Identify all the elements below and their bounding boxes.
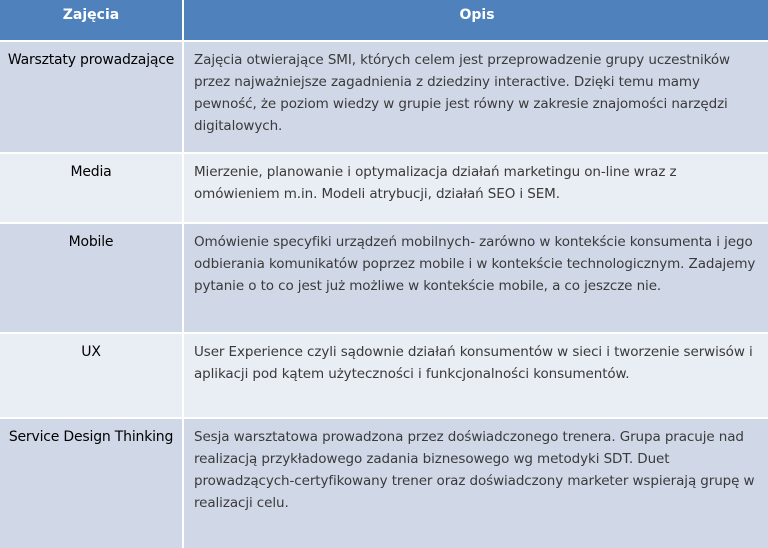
row-description-sdt: Sesja warsztatowa prowadzona przez doświadczonego trenera. Grupa pracuje nad realizacją przykładowego zadania biznesowego wg metodyki SDT. Duet prowadzących-certyfikowany trener oraz doświadczony marketer wspierają grupę w realizacji celu. (184, 419, 768, 548)
header-opis: Opis (184, 0, 768, 40)
row-name-ux: UX (0, 334, 182, 417)
row-name-warsztaty: Warsztaty prowadzające (0, 42, 182, 152)
row-name-media: Media (0, 154, 182, 222)
row-description-ux: User Experience czyli sądownie działań konsumentów w sieci i tworzenie serwisów i aplikacji pod kątem użyteczności i funkcjonalności konsumentów. (184, 334, 768, 417)
row-name-sdt: Service Design Thinking (0, 419, 182, 548)
header-zajecia: Zajęcia (0, 0, 182, 40)
row-description-warsztaty: Zajęcia otwierające SMI, których celem jest przeprowadzenie grupy uczestników przez najważniejsze zagadnienia z dziedziny interactive. Dzięki temu mamy pewność, że poziom wiedzy w grupie jest równy w zakresie znajomości narzędzi digitalowych. (184, 42, 768, 152)
row-name-mobile: Mobile (0, 224, 182, 332)
row-description-mobile: Omówienie specyfiki urządzeń mobilnych- zarówno w kontekście konsumenta i jego odbierania komunikatów poprzez mobile i w kontekście technologicznym. Zadajemy pytanie o to co jest już możliwe w kontekście mobile, a co jeszcze nie. (184, 224, 768, 332)
row-description-media: Mierzenie, planowanie i optymalizacja działań marketingu on-line wraz z omówieniem m.in. Modeli atrybucji, działań SEO i SEM. (184, 154, 768, 222)
